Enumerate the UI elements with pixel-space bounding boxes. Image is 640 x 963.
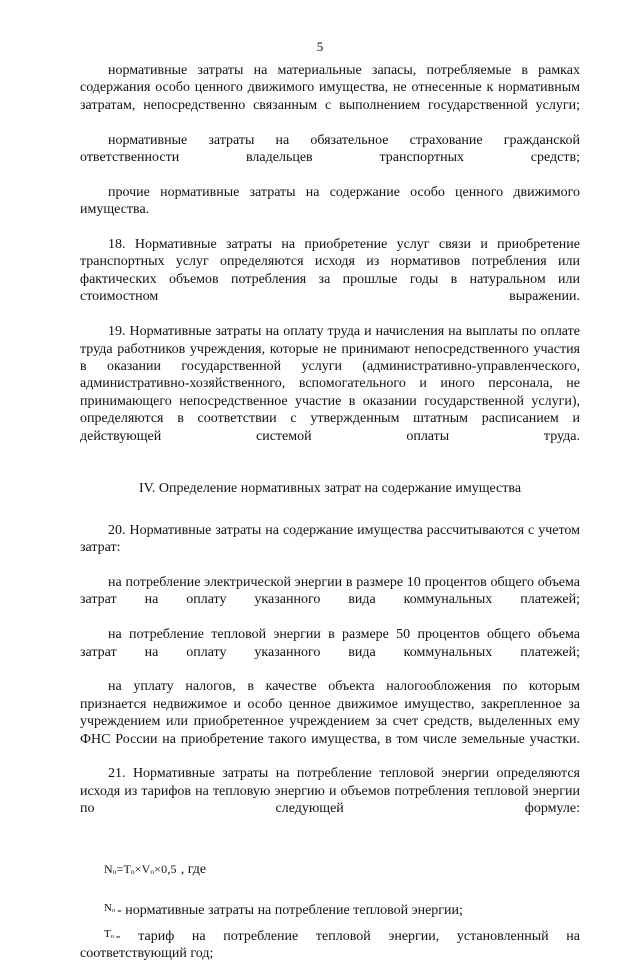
paragraph-18: 18. Нормативные затраты на приобретение услуг связи и приобретение транспортных услуг определяются исходя из нормативов потребления или фактических объемов потребления за прошлые годы в натуральном или стоимостном выражении. [80,237,580,305]
definition-text: - тариф на потребление тепловой энергии, установленный на соответствующий год; [80,928,580,962]
definition-symbol: Tₒ [104,927,114,940]
paragraph-other-costs: прочие нормативные затраты на содержание особо ценного движимого имущества. [80,184,580,218]
paragraph-19: 19. Нормативные затраты на оплату труда и начисления на выплаты по оплате труда работников учреждения, которые не принимают непосредственного участия в оказании государственной услуги (административно-управленческого, административно-хозяйственного, вспомогательного и иного персонала, не принимающего непосредственное участие в оказании государственной услуги), определяются в соответствии с утвержденным штатным расписанием и действующей системой оплаты труда. [80,324,580,444]
paragraph-insurance: нормативные затраты на обязательное страхование гражданской ответственности владельцев транспортных средств; [80,132,580,166]
page-number: 5 [316,39,324,54]
paragraph-taxes: на уплату налогов, в качестве объекта налогообложения по которым признается недвижимое и особо ценное движимое имущество, закрепленное за учреждением или приобретенное учреждением за счет средств, выделенных ему ФНС России на приобретение такого имущества, в том числе земельные участки. [80,679,580,747]
paragraph-20: 20. Нормативные затраты на содержание имущества рассчитываются с учетом затрат: [80,522,580,556]
definition-symbol: Nₒ [104,902,116,915]
formula [104,861,580,878]
paragraph-heat: на потребление тепловой энергии в размере 50 процентов общего объема затрат на оплату указанного вида коммунальных платежей; [80,627,580,660]
definition-n [80,900,580,919]
paragraph-electricity: на потребление электрической энергии в размере 10 процентов общего объема затрат на оплату указанного вида коммунальных платежей; [80,574,580,608]
paragraph-material-stocks: нормативные затраты на материальные запасы, потребляемые в рамках содержания особо ценного движимого имущества, не отнесенные к нормативным затратам, непосредственно связанным с выполнением государственной услуги; [80,63,580,113]
section-heading: IV. Определение нормативных затрат на содержание имущества [138,481,522,497]
document-body [80,62,580,963]
paragraph-21: 21. Нормативные затраты на потребление тепловой энергии определяются исходя из тарифов на тепловую энергию и объемов потребления тепловой энергии по следующей формуле: [80,766,580,817]
definition-text: - нормативные затраты на потребление тепловой энергии; [117,903,463,919]
formula-expression: Nₒ=Tₒ×Vₒ×0,5 [104,862,177,877]
definition-t [80,926,580,963]
formula-suffix: , где [180,862,207,878]
